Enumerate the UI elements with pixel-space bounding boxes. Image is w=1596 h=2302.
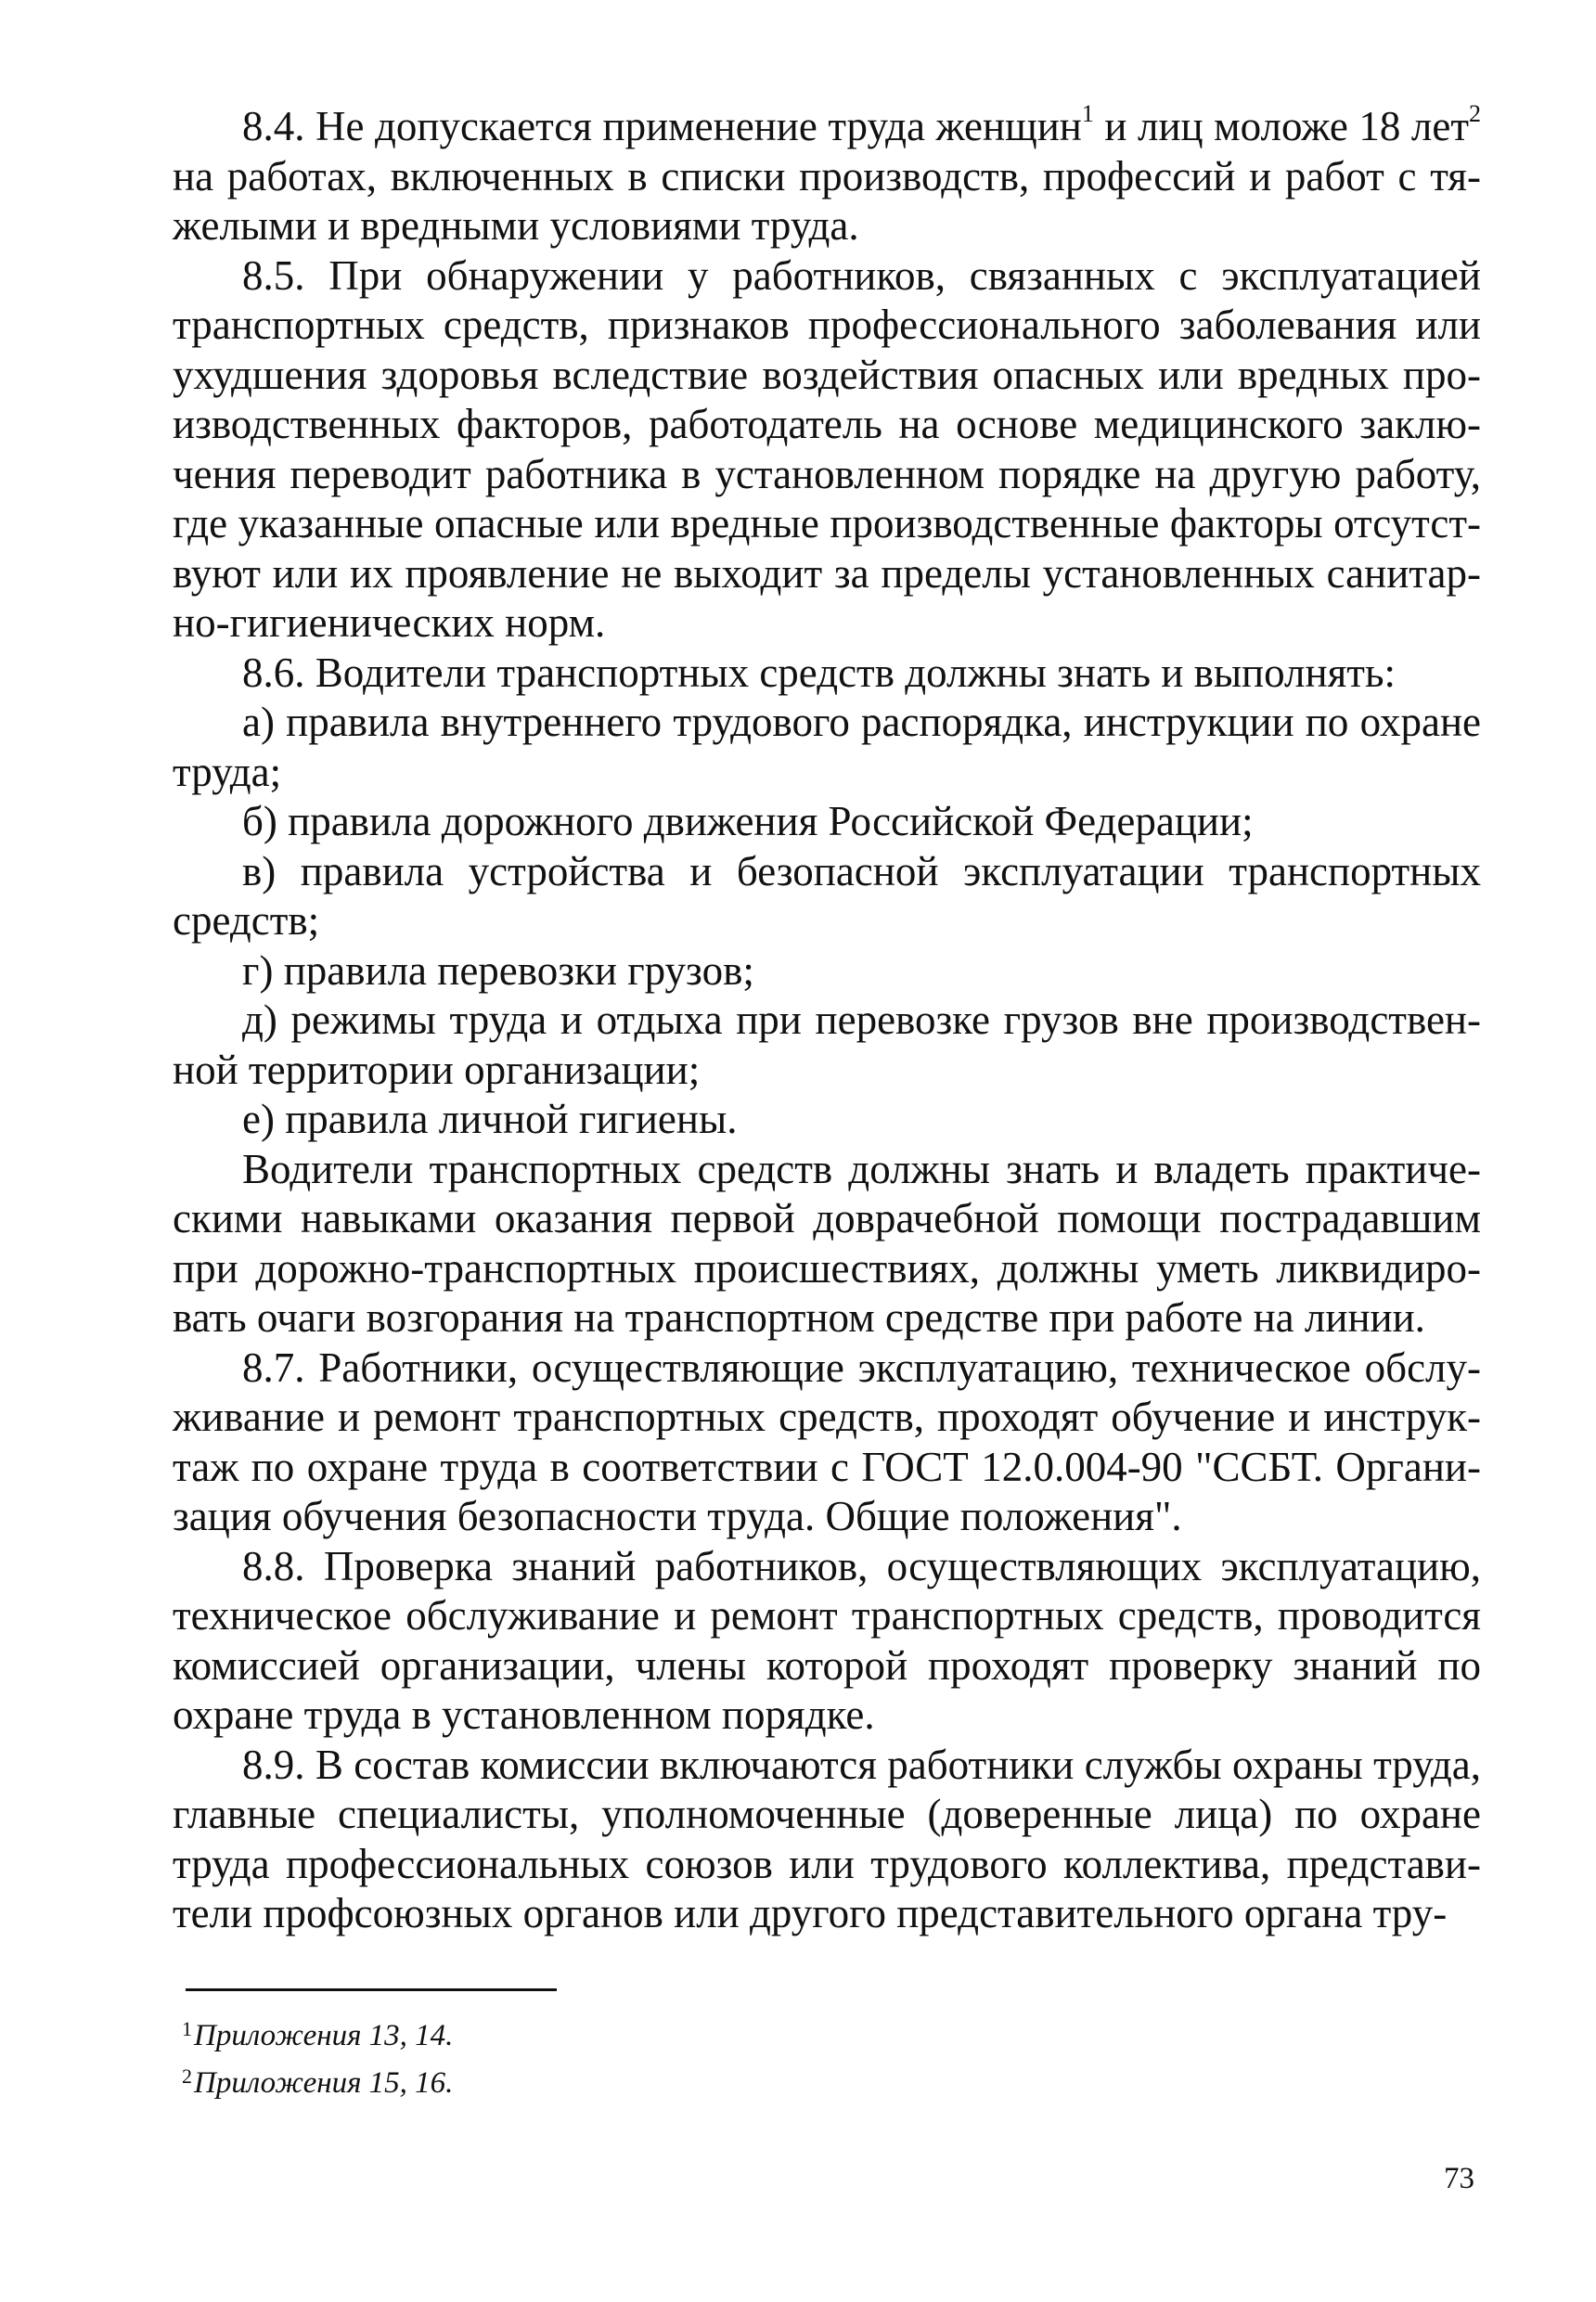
footnote-divider: [186, 1988, 557, 1991]
list-item-d: д) режимы труда и отдыха при перевозке грузов вне производственной территории организации;: [173, 997, 1481, 1093]
paragraph-8-9: 8.9. В состав комиссии включаются работники службы охраны труда, главные специалисты, уполномоченные (доверенные лица) по охране труда профессиональных союзов или трудового коллектива, представители профсоюзных органов или другого представительного органа тру-: [173, 1741, 1481, 1936]
paragraph-8-8: 8.8. Проверка знаний работников, осуществляющих эксплуатацию, техническое обслуживание и ремонт транспортных средств, проводится комиссией организации, члены которой проходят проверку знаний по охране труда в установленном порядке.: [173, 1542, 1481, 1738]
footnote-ref-1: 1: [1081, 100, 1094, 127]
list-item-a: а) правила внутреннего трудового распорядка, инструкции по охране труда;: [173, 699, 1481, 795]
list-item-b: б) правила дорожного движения Российской Федерации;: [242, 798, 1254, 844]
list-item-v: в) правила устройства и безопасной эксплуатации транспортных средств;: [173, 847, 1481, 944]
paragraph-drivers-first-aid: Водители транспортных средств должны знать и владеть практическими навыками оказания первой доврачебной помощи пострадавшим при дорожно-транспортных происшествиях, должны уметь ликвидировать очаги возгорания на транспортном средстве при работе на линии.: [173, 1145, 1481, 1341]
footnote-ref-2: 2: [1469, 100, 1481, 127]
footnote-2: [182, 2061, 1017, 2108]
paragraph-8-7: 8.7. Работники, осуществляющие эксплуатацию, техническое обслуживание и ремонт транспортных средств, проходят обучение и инструктаж по охране труда в соответствии с ГОСТ 12.0.004-90 "ССБТ. Организация обучения безопасности труда. Общие положения".: [173, 1344, 1481, 1539]
paragraph-8-4: [173, 102, 1481, 251]
paragraph-8-4-text-a: 8.4. Не допускается применение труда женщин: [242, 103, 1082, 149]
paragraph-8-6: 8.6. Водители транспортных средств должны знать и выполнять:: [242, 649, 1396, 696]
paragraph-8-4-text-b: и лиц моложе 18 лет: [1093, 103, 1469, 149]
list-item-e: е) правила личной гигиены.: [242, 1096, 738, 1142]
list-item-g: г) правила перевозки грузов;: [242, 946, 754, 994]
footnote-1: [182, 2013, 1017, 2061]
paragraph-8-4-text-c: на работах, включенных в списки производств, профессий и работ с тяжелыми и вредными условиями труда.: [173, 152, 1481, 249]
footnote-1-mark: 1: [182, 2017, 192, 2040]
main-text: [173, 102, 1481, 1939]
footnotes: [182, 2013, 1017, 2108]
footnote-1-text: Приложения 13, 14.: [194, 2019, 454, 2052]
paragraph-8-5: 8.5. При обнаружении у работников, связанных с эксплуатацией транспортных средств, признаков профессионального заболевания или ухудшения здоровья вследствие воздействия опасных или вредных производственных факторов, работодатель на основе медицинского заключения переводит работника в установленном порядке на другую работу, где указанные опасные или вредные производственные факторы отсутствуют или их проявление не выходит за пределы установленных санитарно-гигиенических норм.: [173, 251, 1481, 646]
page-number: 73: [1444, 2162, 1474, 2195]
footnote-2-text: Приложения 15, 16.: [194, 2066, 454, 2100]
footnote-2-mark: 2: [182, 2064, 192, 2088]
